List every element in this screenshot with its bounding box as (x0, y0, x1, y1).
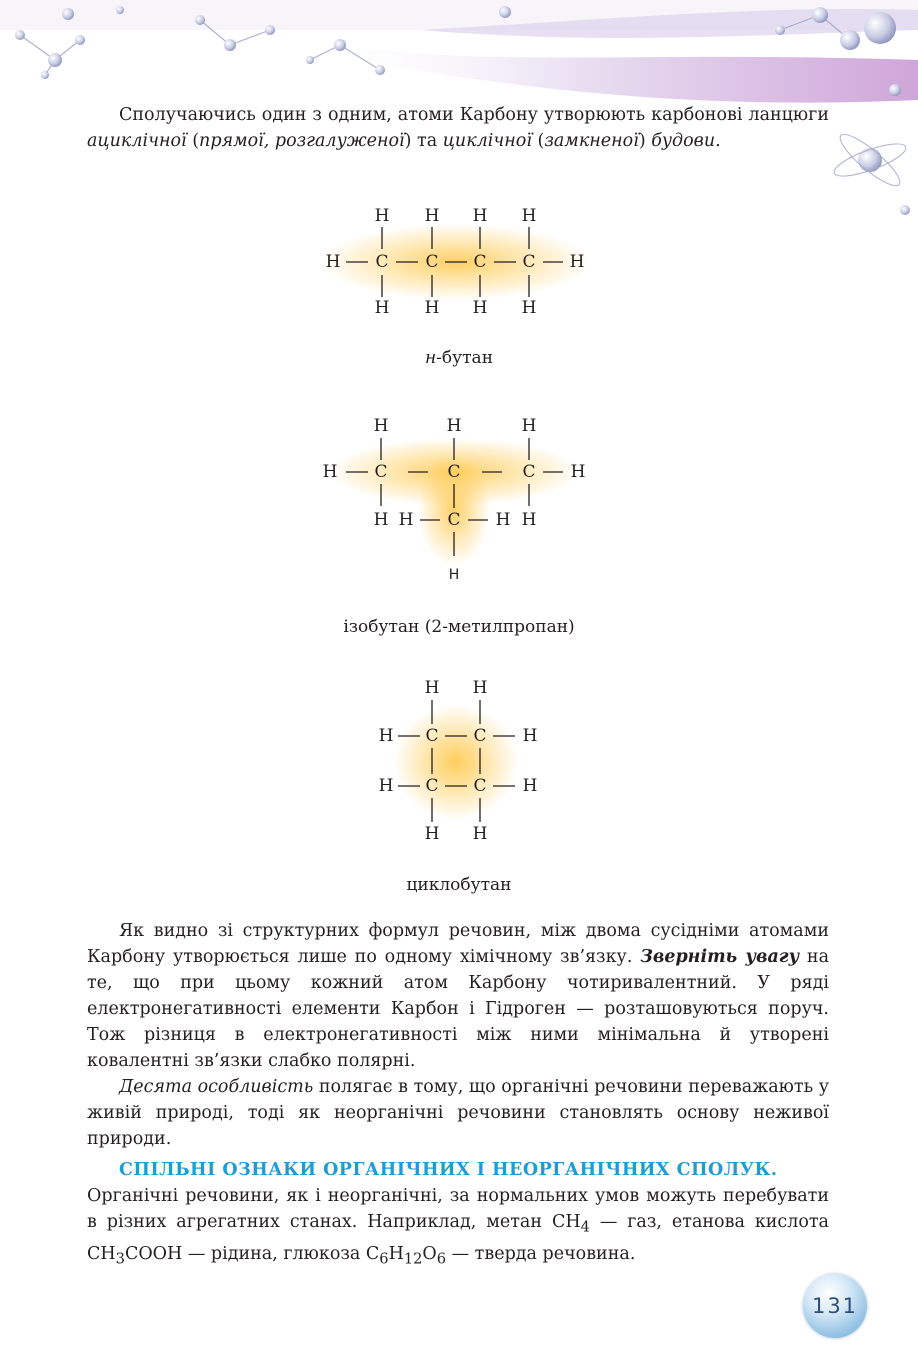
svg-text:H: H (570, 462, 586, 482)
svg-text:H: H (424, 824, 440, 844)
structure-paragraph: Як видно зі структурних формул речовин, між двома сусідніми атомами Карбону утворюється лише по одному хімічному зв’язку. Зверніть увагу на те, що при цьому кожний атом Карбону чотиривалентний. У ряді електронегативності елементи Карбон і Гідроген — розташовуються поруч. Тож різниця в електронегативності між ними мінімальна й утворені ковалентні зв’язки слабко полярні. Десята особливість полягає в тому, що органічні речовини переважають у живій природі, тоді як неорганічні речовини становлять основу неживої природи. (87, 921, 830, 1149)
section-heading: СПІЛЬНІ ОЗНАКИ ОРГАНІЧНИХ І НЕОРГАНІЧНИХ СПОЛУК. (119, 1160, 778, 1180)
svg-text:H: H (472, 824, 488, 844)
isobutane-formula (310, 410, 610, 590)
svg-text:H: H (521, 206, 537, 226)
intro-paragraph: Сполучаючись один з одним, атоми Карбону утворюють карбонові ланцюги ациклічної (прямої, розгалуженої) та циклічної (замкненої) будови. (87, 105, 829, 151)
svg-text:C: C (447, 462, 461, 482)
svg-text:H: H (378, 726, 394, 746)
svg-text:C: C (425, 252, 439, 272)
svg-text:H: H (424, 298, 440, 318)
cyclobutane-formula (370, 676, 550, 856)
isobutane-caption: ізобутан (2-метилпропан) (343, 617, 575, 637)
svg-text:H: H (521, 416, 537, 436)
svg-text:H: H (424, 206, 440, 226)
svg-text:H: H (521, 298, 537, 318)
svg-text:H: H (424, 678, 440, 698)
svg-text:H: H (448, 567, 460, 583)
svg-text:H: H (374, 298, 390, 318)
svg-text:C: C (375, 252, 389, 272)
svg-text:H: H (569, 252, 585, 272)
svg-text:C: C (522, 462, 536, 482)
svg-text:C: C (425, 726, 439, 746)
svg-text:H: H (378, 776, 394, 796)
cyclobutane-caption: циклобутан (406, 875, 512, 895)
svg-text:H: H (522, 726, 538, 746)
svg-text:H: H (374, 206, 390, 226)
page-number: 131 (803, 1274, 867, 1338)
svg-text:H: H (495, 510, 511, 530)
svg-text:H: H (398, 510, 414, 530)
svg-text:H: H (322, 462, 338, 482)
svg-text:H: H (446, 416, 462, 436)
svg-text:H: H (472, 298, 488, 318)
svg-text:C: C (447, 510, 461, 530)
svg-text:C: C (522, 252, 536, 272)
svg-text:H: H (472, 206, 488, 226)
svg-text:H: H (325, 252, 341, 272)
svg-text:C: C (473, 726, 487, 746)
butane-formula (310, 195, 610, 325)
svg-text:C: C (473, 776, 487, 796)
svg-text:H: H (522, 776, 538, 796)
svg-text:C: C (473, 252, 487, 272)
svg-text:C: C (425, 776, 439, 796)
svg-text:H: H (472, 678, 488, 698)
butane-caption: н-бутан (424, 348, 494, 368)
svg-text:H: H (373, 510, 389, 530)
common-features-section: СПІЛЬНІ ОЗНАКИ ОРГАНІЧНИХ І НЕОРГАНІЧНИХ СПОЛУК. Органічні речовини, як і неорганічні, за нормальних умов можуть перебувати в різних агрегатних станах. Наприклад, метан $CH_4$ — газ, етанова кислота $CH_3COOH$ — рідина, глюкоза $C_6H_{12}O_6$ — тверда речовина. (87, 1160, 829, 1267)
svg-text:C: C (374, 462, 388, 482)
svg-text:H: H (373, 416, 389, 436)
svg-text:H: H (521, 510, 537, 530)
